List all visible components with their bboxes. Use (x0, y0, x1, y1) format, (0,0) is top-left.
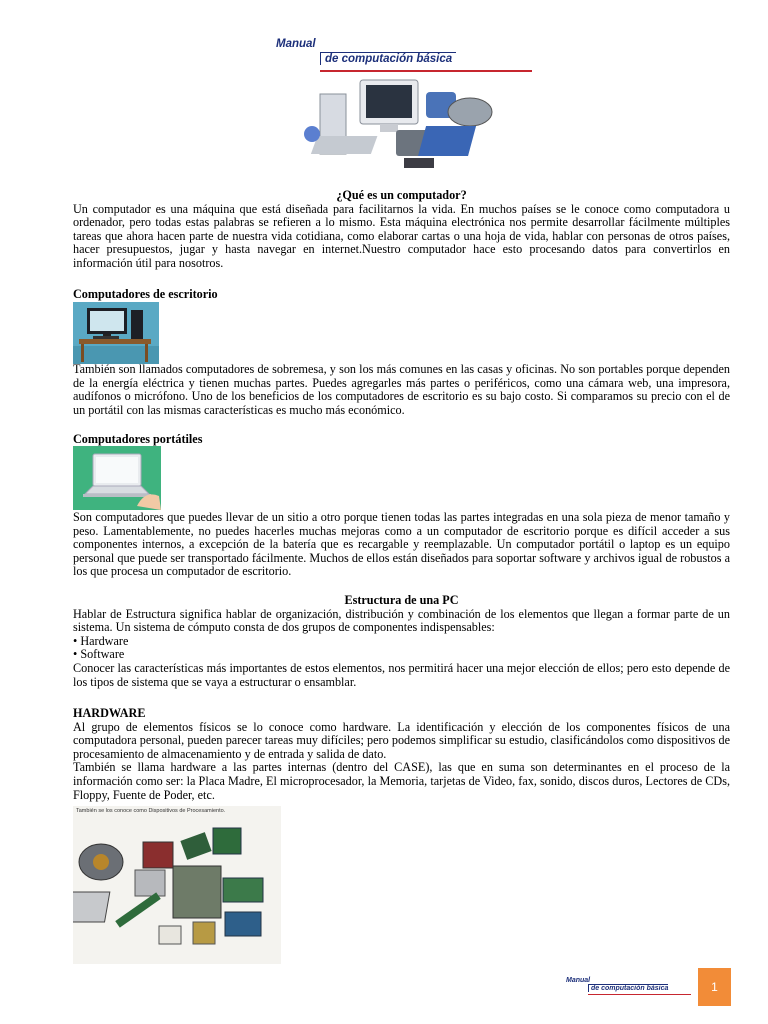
heading-portatiles: Computadores portátiles (73, 432, 203, 446)
page-number: 1 (698, 968, 731, 1006)
banner-title-line2: de computación básica (320, 52, 456, 65)
hardware-components-image (73, 806, 281, 964)
section-estructura (73, 594, 730, 689)
hardware-image-caption: También se los conoce como Dispositivos de Procesamiento. (76, 808, 226, 814)
section-escritorio (73, 288, 730, 302)
laptop-image (73, 446, 161, 510)
footer-logo-line1: Manual (566, 977, 591, 984)
bullet-software: • Software (73, 647, 125, 662)
computer-devices-illustration (300, 74, 510, 174)
footer-logo (566, 977, 691, 997)
paragraph-estructura-1: Hablar de Estructura significa hablar de organización, distribución y combinación de los elementos que llegan a formar parte de un sistema. Un sistema de cómputo consta de dos grupos de componentes indispensables: (73, 606, 730, 635)
footer-red-rule (588, 994, 691, 995)
heading-estructura: Estructura de una PC (344, 593, 459, 607)
heading-hardware: HARDWARE (73, 706, 146, 720)
banner-title-line1: Manual (276, 38, 316, 50)
paragraph-que-es: Un computador es una máquina que está diseñada para facilitarnos la vida. En muchos países se le conoce como computadora u ordenador, pero todas estas palabras se refieren a lo mismo. Esta máquina electrónica nos permite desarrollar fácilmente múltiples tareas que ahora hacen parte de nuestra vida cotidiana, como elaborar cartas o una hoja de vida, hablar con personas de otros países, hacer presupuestos, jugar y hasta navegar en internet.Nuestro computador hace esto procesando datos para convertirlos en información útil para nosotros. (73, 201, 730, 270)
paragraph-portatiles: Son computadores que puedes llevar de un sitio a otro porque tienen todas las partes integradas en una sola pieza de menor tamaño y peso. Lamentablemente, no puedes hacerles muchas mejoras como a un computador de escritorio porque es difícil acceder a sus componentes internos, a excepción de la batería que es recargable y reemplazable. Un computador portátil o laptop es un equipo personal que puede ser transportado fácilmente. Muchos de ellos están diseñados para soportar software y archivos igual de robustos a los que procesa un computador de escritorio. (73, 510, 730, 579)
paragraph-hardware-2: También se llama hardware a las partes internas (dentro del CASE), las que en suma son determinantes en el proceso de la información como ser: la Placa Madre, El microprocesador, la Memoria, tarjetas de Video, fax, sonido, discos duros, Lectores de CDs, Floppy, Fuente de Poder, etc. (73, 760, 730, 802)
section-escritorio-body (73, 363, 730, 417)
header-banner (270, 36, 536, 176)
section-portatiles-body (73, 511, 730, 579)
paragraph-estructura-2: Conocer las características más importantes de estos elementos, nos permitirá hacer una mejor elección de ellos; pero esto depende de los tipos de sistema que se vaya a estructurar o ensamblar. (73, 660, 730, 689)
heading-escritorio: Computadores de escritorio (73, 287, 218, 301)
footer-logo-line2: de computación básica (588, 984, 668, 992)
banner-red-rule (320, 70, 532, 72)
section-portatiles (73, 433, 730, 447)
heading-que-es: ¿Qué es un computador? (336, 188, 467, 202)
bullet-hardware: • Hardware (73, 633, 129, 648)
desktop-computer-image (73, 302, 159, 364)
paragraph-escritorio: También son llamados computadores de sobremesa, y son los más comunes en las casas y oficinas. No son portables porque dependen de la energía eléctrica y tienen muchas partes. Puedes agregarles más partes o periféricos, como una cámara web, una impresora, audífonos o micrófono. Uno de los beneficios de los computadores de escritorio es su bajo costo. Si comparamos su precio con el de un portátil con las mismas características es mucho más económico. (73, 362, 730, 417)
section-que-es (73, 189, 730, 271)
paragraph-hardware-1: Al grupo de elementos físicos se lo conoce como hardware. La identificación y elección de los componentes físicos de una computadora personal, pueden parecer tareas muy difíciles; pero podemos simplificar su estudio, clasificándolos como dispositivos de procesamiento de almacenamiento y de entrada y salida de dato. (73, 719, 730, 761)
section-hardware (73, 707, 730, 802)
